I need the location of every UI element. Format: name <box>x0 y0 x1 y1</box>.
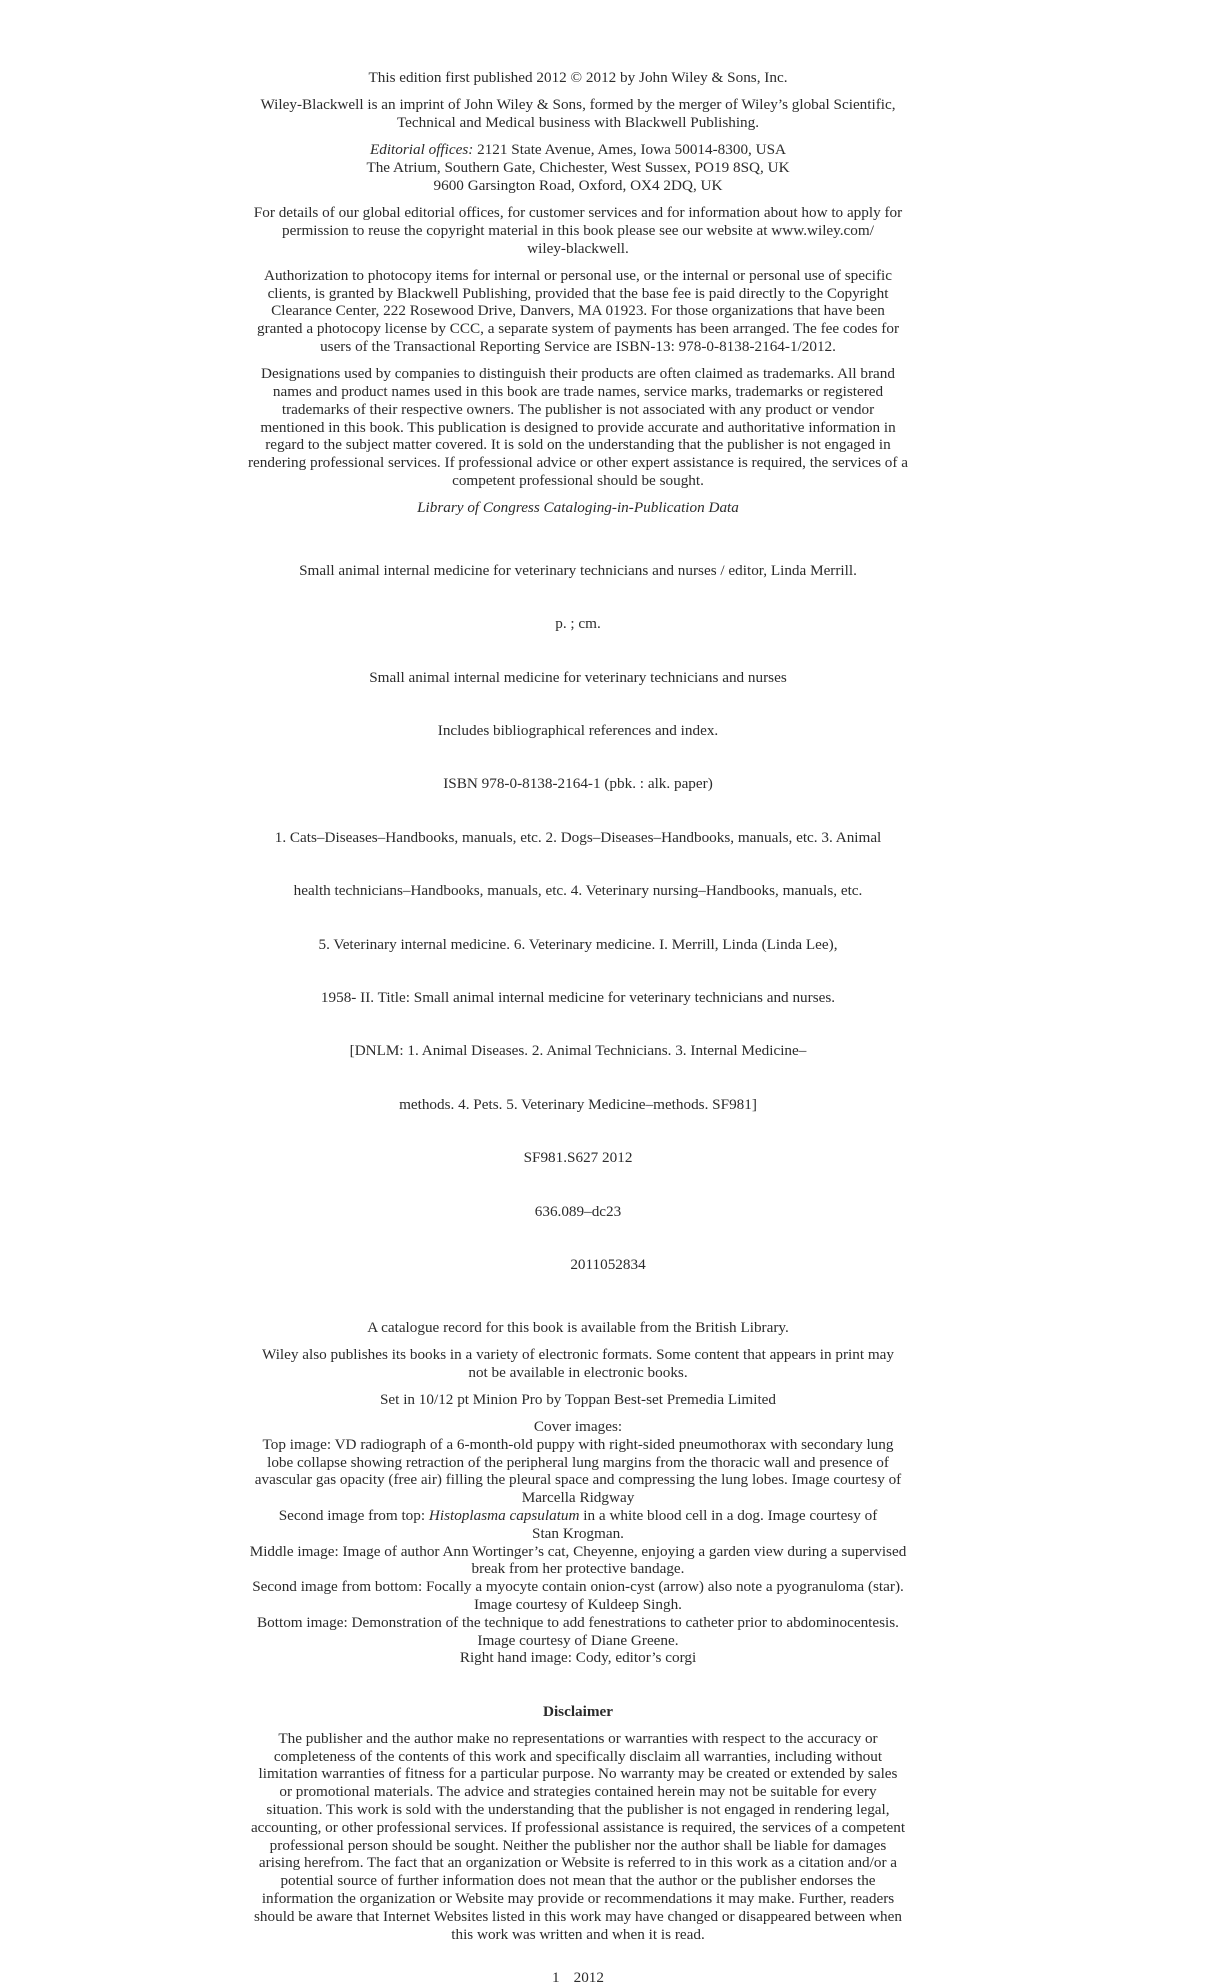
imprint-paragraph <box>230 96 926 132</box>
cip-heading-text: Library of Congress Cataloging-in-Publication Data <box>417 499 739 517</box>
cover-line: Marcella Ridgway <box>521 1489 635 1507</box>
cip-line: Includes bibliographical references and index. <box>437 722 719 740</box>
cover-second-species: Histoplasma capsulatum <box>428 1507 580 1525</box>
cover-line: Stan Krogman. <box>532 1524 624 1542</box>
cover-line: lobe collapse showing retraction of the peripheral lung margins from the thoracic wall and presence of <box>267 1453 889 1471</box>
designations-line: regard to the subject matter covered. It is sold on the understanding that the publisher is not engaged in <box>265 436 891 454</box>
cover-line: avascular gas opacity (free air) filling the pleural space and compressing the lung lobes. Image courtesy of <box>254 1471 902 1489</box>
details-paragraph <box>230 204 926 257</box>
authorization-line: clients, is granted by Blackwell Publishing, provided that the base fee is paid directly to the Copyright <box>267 284 889 302</box>
authorization-line: granted a photocopy license by CCC, a separate system of payments has been arranged. The fee codes for <box>256 320 899 338</box>
designations-line: mentioned in this book. This publication is designed to provide accurate and authoritative information in <box>260 418 896 436</box>
designations-line: rendering professional services. If professional advice or other expert assistance is required, the services of a <box>248 454 908 472</box>
cip-heading <box>230 499 926 517</box>
details-line: permission to reuse the copyright material in this book please see our website at www.wiley.com/ <box>282 221 874 239</box>
disclaimer-line: potential source of further information does not mean that the author or the publisher endorses the <box>280 1872 876 1890</box>
cover-line <box>230 1507 926 1525</box>
electronic-line: not be available in electronic books. <box>468 1363 688 1381</box>
offices-line: The Atrium, Southern Gate, Chichester, West Sussex, PO19 8SQ, UK <box>366 158 790 176</box>
disclaimer-line: accounting, or other professional services. If professional assistance is required, the services of a competent <box>250 1818 906 1836</box>
cover-line: break from her protective bandage. <box>471 1560 685 1578</box>
offices-address: 2121 State Avenue, Ames, Iowa 50014-8300, USA <box>473 141 787 159</box>
printing-line <box>230 1969 926 1987</box>
imprint-line: Technical and Medical business with Blackwell Publishing. <box>396 113 760 131</box>
cip-line: health technicians–Handbooks, manuals, etc. 4. Veterinary nursing–Handbooks, manuals, etc. <box>293 882 863 900</box>
cip-line: Small animal internal medicine for veterinary technicians and nurses <box>369 668 787 686</box>
designations-line: competent professional should be sought. <box>452 471 704 489</box>
printing-number: 1 <box>552 1969 560 1987</box>
authorization-line: Authorization to photocopy items for internal or personal use, or the internal or personal use of specific <box>264 266 892 284</box>
cip-line: SF981.S627 2012 <box>523 1149 633 1167</box>
electronic-formats-note <box>230 1346 926 1382</box>
cip-line: p. ; cm. <box>555 615 601 633</box>
typeset-note <box>230 1391 926 1409</box>
disclaimer-line: this work was written and when it is read. <box>451 1925 705 1943</box>
details-line: For details of our global editorial offices, for customer services and for information about how to apply for <box>253 203 903 221</box>
electronic-line: Wiley also publishes its books in a variety of electronic formats. Some content that appears in print may <box>261 1345 895 1363</box>
disclaimer-line: arising herefrom. The fact that an organization or Website is referred to in this work as a citation and/or a <box>258 1854 898 1872</box>
cip-line: 1958- II. Title: Small animal internal medicine for veterinary technicians and nurses. <box>320 988 836 1006</box>
disclaimer-line: situation. This work is sold with the understanding that the publisher is not engaged in rendering legal, <box>266 1801 890 1818</box>
authorization-line: Clearance Center, 222 Rosewood Drive, Danvers, MA 01923. For those organizations that have been <box>271 302 885 320</box>
disclaimer-line: professional person should be sought. Neither the publisher nor the author shall be liable for damages <box>269 1836 887 1854</box>
editorial-offices <box>230 141 926 194</box>
section-spacer <box>230 1677 926 1703</box>
cover-heading: Cover images: <box>533 1418 623 1436</box>
offices-line: 9600 Garsington Road, Oxford, OX4 2DQ, UK <box>433 176 723 194</box>
cover-line: Right hand image: Cody, editor’s corgi <box>459 1649 697 1667</box>
copyright-line <box>230 69 926 87</box>
details-line: wiley-blackwell. <box>527 239 629 257</box>
disclaimer-line: information the organization or Website may provide or recommendations it may make. Further, readers <box>261 1889 895 1907</box>
copyright-text-column <box>230 69 926 1987</box>
cip-line: 636.089–dc23 <box>534 1202 622 1220</box>
disclaimer-line: or promotional materials. The advice and strategies contained herein may not be suitable for every <box>279 1783 877 1801</box>
cover-line: Bottom image: Demonstration of the technique to add fenestrations to catheter prior to abdominocentesis. <box>257 1613 899 1631</box>
designations-line: trademarks of their respective owners. The publisher is not associated with any product or vendor <box>281 400 875 418</box>
designations-line: Designations used by companies to distinguish their products are often claimed as trademarks. All brand <box>261 365 895 383</box>
cip-line: methods. 4. Pets. 5. Veterinary Medicine–methods. SF981] <box>399 1095 757 1113</box>
cip-line: 2011052834 <box>570 1255 646 1273</box>
offices-line <box>230 141 926 159</box>
cover-second-prefix: Second image from top: <box>278 1507 429 1525</box>
designations-paragraph <box>230 365 926 490</box>
printing-year: 2012 <box>573 1969 604 1987</box>
cip-line: Small animal internal medicine for veterinary technicians and nurses / editor, Linda Merrill. <box>299 561 857 579</box>
cip-line: 1. Cats–Diseases–Handbooks, manuals, etc. 2. Dogs–Diseases–Handbooks, manuals, etc. 3. Animal <box>274 828 882 846</box>
authorization-paragraph <box>230 267 926 356</box>
cover-line: Second image from bottom: Focally a myocyte contain onion-cyst (arrow) also note a pyogranuloma (star). <box>252 1578 904 1596</box>
cip-record <box>230 526 926 1309</box>
disclaimer-paragraph <box>230 1730 926 1944</box>
offices-label: Editorial offices: <box>369 141 474 159</box>
cover-line: Middle image: Image of author Ann Wortinger’s cat, Cheyenne, enjoying a garden view during a supervised <box>249 1542 907 1560</box>
cover-line: Top image: VD radiograph of a 6-month-old puppy with right-sided pneumothorax with secondary lung <box>262 1435 894 1453</box>
disclaimer-heading: Disclaimer <box>542 1702 613 1720</box>
british-library-note <box>230 1319 926 1337</box>
disclaimer-line: completeness of the contents of this work and specifically disclaim all warranties, including without <box>273 1747 883 1765</box>
designations-line: names and product names used in this book are trade names, service marks, trademarks or registered <box>272 382 884 400</box>
cover-line: Image courtesy of Kuldeep Singh. <box>474 1596 682 1614</box>
disclaimer-line: should be aware that Internet Websites listed in this work may have changed or disappeared between when <box>254 1907 902 1925</box>
cover-second-suffix: in a white blood cell in a dog. Image courtesy of <box>579 1507 878 1525</box>
disclaimer-line: limitation warranties of fitness for a particular purpose. No warranty may be created or extended by sales <box>258 1765 898 1783</box>
typeset-text: Set in 10/12 pt Minion Pro by Toppan Best-set Premedia Limited <box>379 1390 777 1408</box>
british-library-text: A catalogue record for this book is available from the British Library. <box>367 1318 789 1336</box>
cip-line: ISBN 978-0-8138-2164-1 (pbk. : alk. paper) <box>443 775 713 793</box>
imprint-line: Wiley-Blackwell is an imprint of John Wiley & Sons, formed by the merger of Wiley’s global Scientific, <box>260 96 896 114</box>
cover-line: Image courtesy of Diane Greene. <box>477 1631 679 1649</box>
cip-line: [DNLM: 1. Animal Diseases. 2. Animal Technicians. 3. Internal Medicine– <box>349 1042 807 1060</box>
cip-line: 5. Veterinary internal medicine. 6. Veterinary medicine. I. Merrill, Linda (Linda Lee), <box>318 935 838 953</box>
copyright-line-text: This edition first published 2012 © 2012 by John Wiley & Sons, Inc. <box>368 69 788 86</box>
authorization-line: users of the Transactional Reporting Service are ISBN-13: 978-0-8138-2164-1/2012. <box>320 337 836 355</box>
disclaimer-line: The publisher and the author make no representations or warranties with respect to the accuracy or <box>278 1729 878 1747</box>
